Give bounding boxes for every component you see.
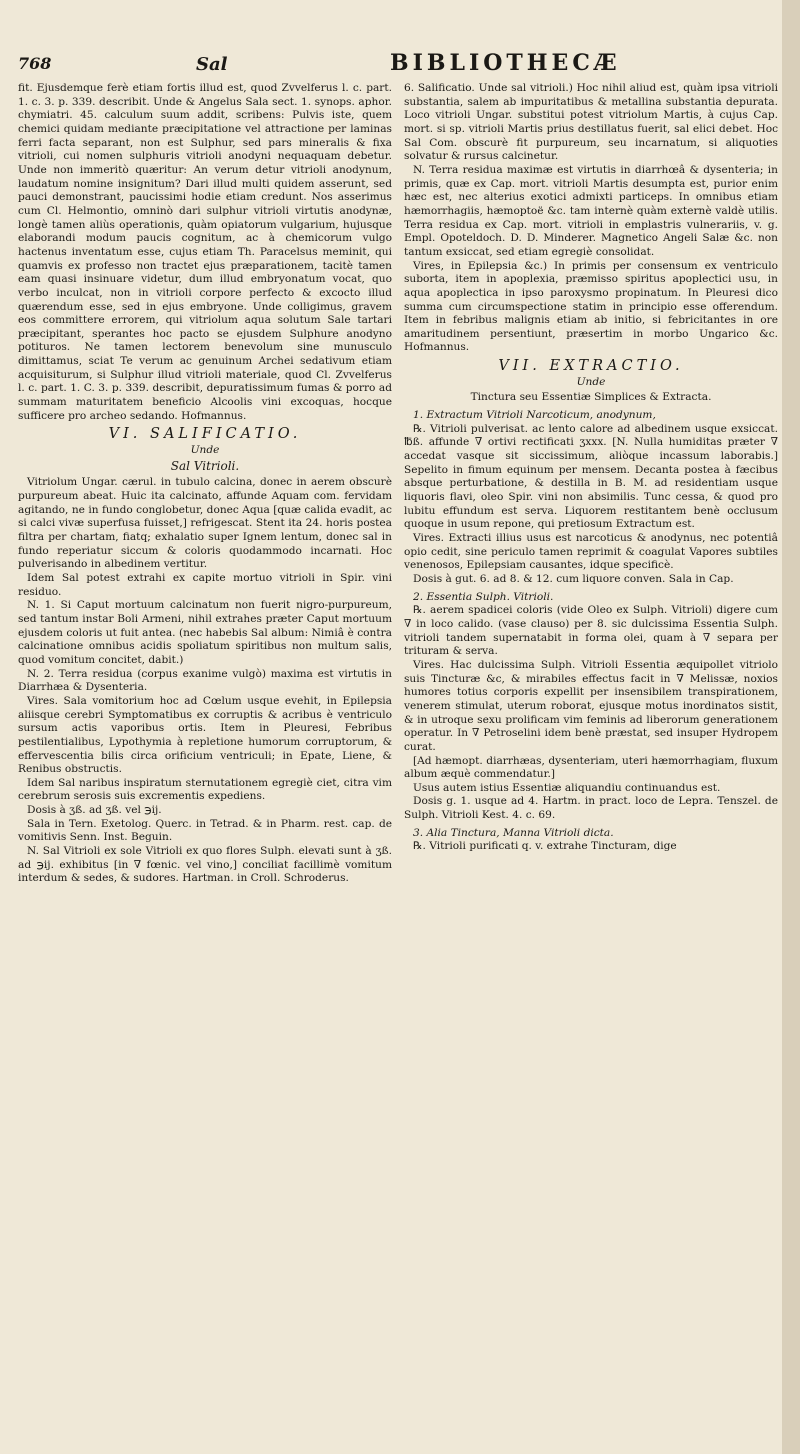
paragraph: 3. Alia Tinctura, Manna Vitrioli dicta. [413, 826, 614, 839]
paragraph: Usus autem istius Essentiæ aliquandiu continuandus est. [413, 781, 721, 794]
left-column [18, 82, 392, 1414]
running-word: Sal [196, 54, 228, 75]
paragraph: Vires. Extracti illius usus est narcoticus & anodynus, nec potentiâ opio cedit, sine periculo tamen reprimit & coagulat Vapores subtiles venenosos, Epilepsiam causantes, idque specificè. [404, 532, 778, 572]
paragraph: N. Sal Vitrioli ex sole Vitrioli ex quo flores Sulph. elevati sunt à ʒß. ad ℈ij. exhibitus [in ∇ fœnic. vel vino,] conciliat facillimè vomitum interdum & sedes, & sudores. Hartman. in Croll. Schroderus. [18, 845, 392, 885]
text-columns [18, 82, 778, 1414]
paragraph: N. 2. Terra residua (corpus exanime vulgò) maxima est virtutis in Diarrhæa & Dysenteria. [18, 667, 392, 694]
paragraph: ℞. Vitrioli purificati q. v. extrahe Tincturam, dige [413, 840, 677, 853]
paragraph: Tinctura seu Essentiæ Simplices & Extracta. [470, 391, 712, 404]
paragraph: ℞. Vitrioli pulverisat. ac lento calore ad albedinem usque exsiccat. ℔ß. affunde ∇ ortivi rectificati ʒxxx. [N. Nulla humiditas præter ∇ accedat vasque sit siccissimum, aliòque incassum laborabis.] Sepelito in fimum equinum per mensem. Decanta postea à fæcibus absque perturbatione, & destilla in B. M. ad residentiam usque liquoris flavi, oleo Spir. vini non absimilis. Tunc cessa, & quod pro lubitu effundum est serva. Liquorem restitantem benè occlusum quoque in usum repone, qui pretiosum Extractum est. [404, 422, 778, 531]
paragraph: Vitriolum Ungar. cærul. in tubulo calcina, donec in aerem obscurè purpureum abeat. Huic ita calcinato, affunde Aquam com. fervidam agitando, ne in fundo conglobetur, donec Aqua [quæ calida evadit, ac si calci vivæ superfusa fuisset,] refrigescat. Stent ita 24. horis postea filtra per chartam, fiatq; exhalatio super Ignem lentum, donec sal in fundo reperiatur siccum & coloris quodammodo incarnati. Hoc pulverisando in albedinem vertitur. [18, 476, 392, 571]
paragraph: fit. Ejusdemque ferè etiam fortis illud est, quod Zvvelferus l. c. part. 1. c. 3. p. 339. describit. Unde & Angelus Sala sect. 1. synops. aphor. chymiatri. 45. calculum suum addit, scribens: Pulvis iste, quem chemici quidam mediante præcipitatione vel attractione per laminas ferri facta separant, non est Sulphur, sed pars mineralis & fixa vitrioli, cui nomen sulphuris vitrioli anodyni nequaquam debetur. Unde non immeritò quæritur: An verum detur vitrioli anodynum, laudatum nomine insignitum? Dari illud multi quidem asserunt, sed pauci demonstrant, paucissimi hodie etiam credunt. Nos asserimus cum Cl. Helmontio, omninò dari sulphur vitrioli virtutis anodynæ, longè tamen aliùs operationis, quàm opiatorum vulgarium, hujusque elaborandi modum paucis cognitum, ac à chemicorum vulgo hactenus inventatum esse, cujus etiam Th. Paracelsus meminit, qui quamvis ex professo non tractet ejus præparationem, tacitè tamen eam quasi insinuare videtur, dum illud embryonatum vocat, quo verbo inculcat, non in vitrioli corpore perfecto & excocto illud quærendum esse, sed in ejus embryone. Unde colligimus, gravem eos committere errorem, qui vitriolum aqua solutum Sale tartari præcipitant, sperantes hoc pacto se ejusdem Sulphure anodyno potituros. Ne tamen lectorem benevolum sine munusculo dimittamus, sciat Te verum ac genuinum Archei sedativum etiam acquisiturum, si Sulphur illud vitrioli materiale, quod Cl. Zvvelferus l. c. part. 1. C. 3. p. 339. describit, depuratissimum fumas & porro ad summam maturitatem beneficio Alcoolis vini excoquas, hocque sufficere pro archeo sedando. Hofmannus. [18, 82, 392, 422]
paragraph: Dosis g. 1. usque ad 4. Hartm. in pract. loco de Lepra. Tenszel. de Sulph. Vitrioli Kest. 4. c. 69. [404, 795, 778, 822]
paragraph: Vires. Sala vomitorium hoc ad Cœlum usque evehit, in Epilepsia aliisque cerebri Symptomatibus ex corruptis & acribus è ventriculo sursum actis vaporibus ortis. Item in Pleuresi, Febribus pestilentialibus, Lypothymia à repletione humorum corruptorum, & effervescentia bilis circa orificium ventriculi; in Epate, Liene, & Renibus obstructis. [18, 694, 392, 776]
paragraph: N. Terra residua maximæ est virtutis in diarrhœâ & dysenteria; in primis, quæ ex Cap. mort. vitrioli Martis desumpta est, purior enim hæc est, nec alterius exotici admixti particeps. In omnibus etiam hæmorrhagiis, hæmoptoë &c. tam internè quàm externè valdè utilis. Terra residua ex Cap. mort. vitrioli in emplastris vulnerariis, v. g. Empl. Opoteldoch. D. D. Minderer. Magnetico Angeli Salæ &c. non tantum exsiccat, sed etiam egregiè consolidat. [404, 163, 778, 258]
section-heading: VII. EXTRACTIO. [498, 358, 684, 375]
paragraph: Idem Sal potest extrahi ex capite mortuo vitrioli in Spir. vini residuo. [18, 571, 392, 598]
paragraph: Vires, in Epilepsia &c.) In primis per consensum ex ventriculo suborta, item in apoplexia, præmisso spiritus apoplectici usu, in aqua apoplectica in ipso paroxysmo propinatum. In Pleuresi dico summa cum circumspectione statim in principio esse offerendum. Item in febribus malignis etiam ab initio, si febricitantes in ore amaritudinem persentiunt, præsertim in morbo Ungarico &c. Hofmannus. [404, 259, 778, 354]
paragraph: Dosis à gut. 6. ad 8. & 12. cum liquore conven. Sala in Cap. [413, 572, 734, 585]
paragraph: [Ad hæmopt. diarrhæas, dysenteriam, uteri hæmorrhagiam, fluxum album æquè commendatur.] [404, 754, 778, 781]
page-number: 768 [18, 54, 52, 73]
paragraph: 2. Essentia Sulph. Vitrioli. [413, 590, 554, 603]
paragraph: Idem Sal naribus inspiratum sternutationem egregiè ciet, citra vim cerebrum serosis suis excrementis expediens. [18, 776, 392, 803]
paragraph: Dosis à ʒß. ad ʒß. vel ℈ij. [27, 804, 162, 817]
section-heading: VI. SALIFICATIO. [108, 426, 302, 443]
paragraph: 1. Extractum Vitrioli Narcoticum, anodynum, [413, 409, 656, 422]
paragraph: 6. Salificatio. Unde sal vitrioli.) Hoc nihil aliud est, quàm ipsa vitrioli substantia, salem ab impuritatibus & metallina substantia depurata. Loco vitrioli Ungar. substitui potest vitriolum Martis, à cujus Cap. mort. si sp. vitrioli Martis prius destillatus fuerit, sal elici debet. Hoc Sal Com. obscurè fit purpureum, seu incarnatum, si aliquoties solvatur & rursus calcinetur. [404, 82, 778, 163]
paragraph: Sala in Tern. Exetolog. Querc. in Tetrad. & in Pharm. rest. cap. de vomitivis Senn. Inst. Beguin. [18, 817, 392, 844]
right-column [404, 82, 778, 1414]
section-heading: Sal Vitrioli. [170, 458, 240, 473]
page-title: BIBLIOTHECÆ [390, 50, 621, 76]
paragraph: ℞. aerem spadicei coloris (vide Oleo ex Sulph. Vitrioli) digere cum ∇ in loco calido. (vase clauso) per 8. sic dulcissima Essentia Sulph. vitrioli tandem supernatabit in forma olei, quam à ∇ separa per trituram & serva. [404, 604, 778, 658]
section-heading: Unde [576, 375, 606, 388]
running-header [18, 50, 778, 78]
paragraph: N. 1. Si Caput mortuum calcinatum non fuerit nigro-purpureum, sed tantum instar Boli Armeni, nihil extrahes præter Caput mortuum ejusdem coloris ut fuit antea. (nec habebis Sal album: Nimiâ è contra calcinatione omnibus acidis spoliatum spiritibus non multum salis, quod vomitum concitet, dabit.) [18, 599, 392, 666]
paragraph: Vires. Hac dulcissima Sulph. Vitrioli Essentia æquipollet vitriolo suis Tincturæ &c, & mirabiles effectus facit in ∇ Melissæ, noxios humores totius corporis expellit per insensibilem transpirationem, venerem stimulat, uterum roborat, ejusque motus inordinatos sistit, & in utroque sexu prolificam vim feminis ad liberorum generationem operatur. In ∇ Petroselini idem benè præstat, sed insuper Hydropem curat. [404, 658, 778, 753]
section-heading: Unde [190, 444, 220, 457]
